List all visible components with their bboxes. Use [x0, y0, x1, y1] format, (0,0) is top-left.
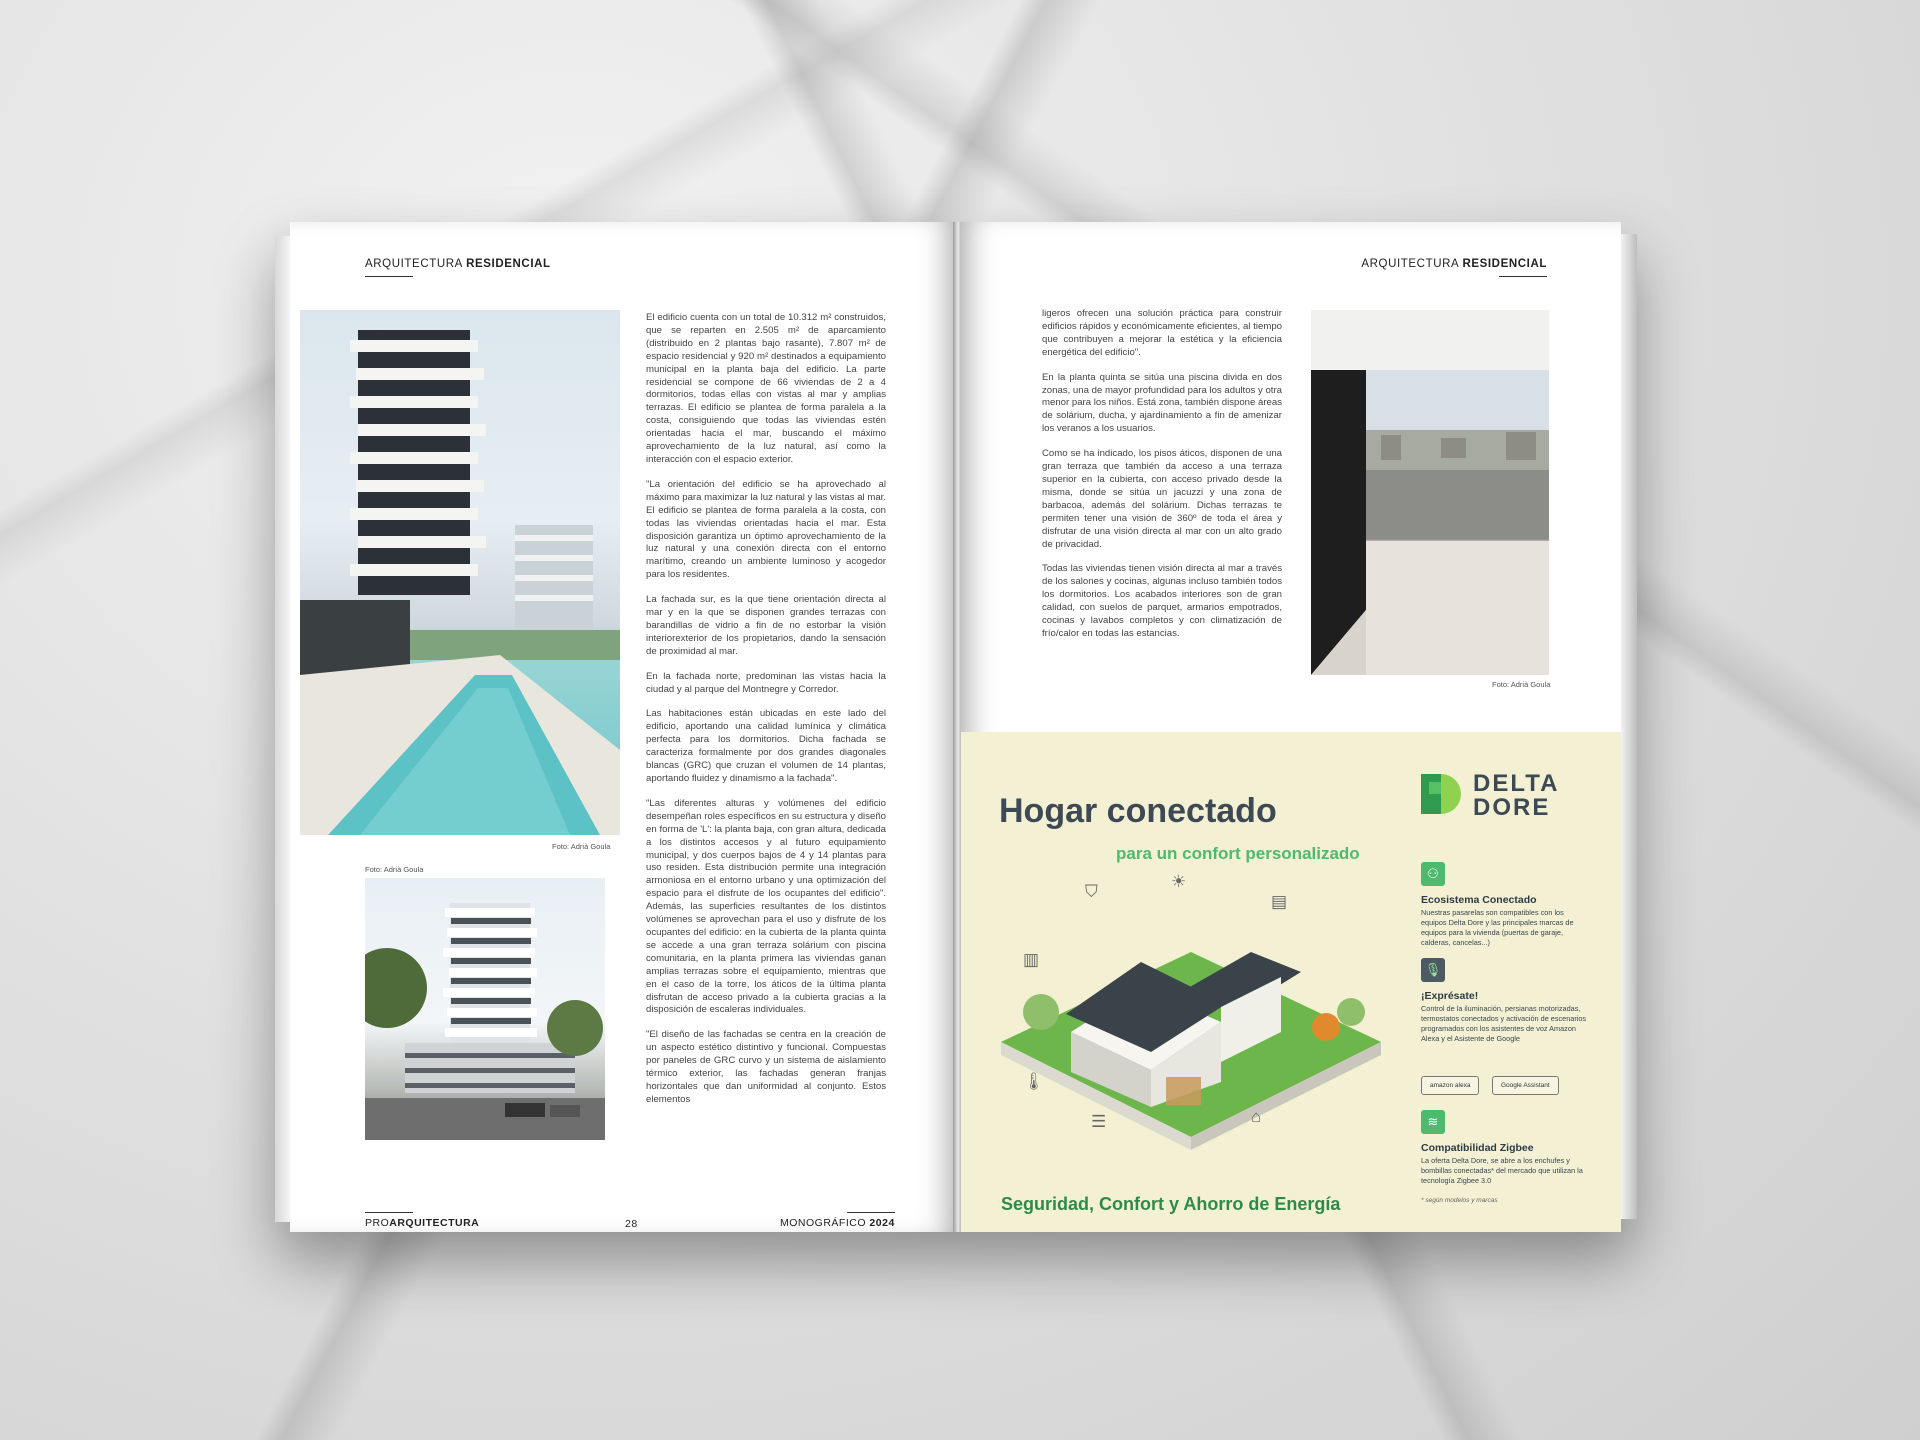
- heater-icon: ☰: [1091, 1112, 1107, 1131]
- brand-line: DORE: [1473, 794, 1551, 821]
- microphone-icon: 🎙: [1421, 958, 1445, 982]
- page-stack-left: [275, 236, 290, 1222]
- running-head-rule: [365, 276, 413, 277]
- feature-description: Control de la iluminación, persianas motorizadas, termostatos conectados y activación de escenarios programados con los asistentes de voz Amazon Alexa y el Asistente de Google: [1421, 1004, 1587, 1043]
- right-page: [961, 222, 1621, 1232]
- paragraph: La fachada sur, es la que tiene orientación directa al mar y en la que se disponen grandes terrazas con barandillas de vidrio a fin de no estorbar la visión interiorexterior de los propietarios, dando la sensación de proximidad al mar.: [646, 594, 886, 657]
- paragraph: Como se ha indicado, los pisos áticos, disponen de una gran terraza que también da acceso a una terraza superior en la cubierta, con acceso privado desde la misma, donde se sitúa un jacuzzi y una zona de barbacoa, además del solárium. Dichas terrazas te permiten tener una visión de 360º de toda el área y disfrutar de una visión directa al mar con un alto grado de privacidad.: [1042, 448, 1282, 550]
- brand-name: ARQUITECTURA: [389, 1217, 480, 1229]
- tower-pool-illustration: [300, 310, 620, 835]
- running-head-prefix: ARQUITECTURA: [1361, 258, 1463, 270]
- footer-rule: [365, 1212, 413, 1213]
- paragraph: Todas las viviendas tienen visión directa al mar a través de los salones y cocinas, algunas incluso también todos los dormitorios. Los acabados interiores son de gran calidad, con suelos de parquet, armarios empotrados, cocinas y lavabos completos y con climatización de frío/calor en todas las estancias.: [1042, 563, 1282, 639]
- running-head: [1361, 258, 1547, 277]
- paragraph: En la fachada norte, predominan las vistas hacia la ciudad y al parque del Montnegre y Corredor.: [646, 670, 886, 695]
- running-head-section: RESIDENCIAL: [1462, 258, 1547, 270]
- chart-icon: ▥: [1023, 950, 1040, 969]
- footer-issue: [780, 1212, 895, 1229]
- network-icon: ⚇: [1421, 862, 1445, 886]
- paragraph: El edificio cuenta con un total de 10.312 m² construidos, que se reparten en 2.505 m² de aparcamiento (distribuido en 2 plantas bajo rasante), 7.807 m² de espacio residencial y 920 m² destinados a equipamiento municipal en la planta baja del edificio. La parte residencial se compone de 66 viviendas de 2 a 4 dormitorios, todas ellas con vistas al mar y amplias terrazas. El edificio se plantea de forma paralela a la costa, consiguiendo que todas las viviendas estén orientadas hacia el mar, buscando el máximo aprovechamiento de la luz natural, así como la interacción con el espacio exterior.: [646, 312, 886, 465]
- photo-tower-street: [365, 878, 605, 1140]
- paragraph: En la planta quinta se sitúa una piscina divida en dos zonas, una de mayor profundidad para los adultos y otra menor para los niños. Está zona, también dispone áreas de solárium, ducha, y ajardinamiento a fin de amenizar los veranos a los usuarios.: [1042, 371, 1282, 435]
- running-head-prefix: ARQUITECTURA: [365, 258, 467, 270]
- running-head-section: RESIDENCIAL: [466, 258, 551, 270]
- ad-tagline: Seguridad, Confort y Ahorro de Energía: [1001, 1194, 1341, 1214]
- delta-dore-logo-icon: [1421, 774, 1461, 814]
- feature-title: ¡Exprésate!: [1421, 990, 1479, 1002]
- paragraph: Las habitaciones están ubicadas en este lado del edificio, aportando una calidad lumínica y climática perfecta para los dormitorios. Dicha fachada se caracteriza formalmente por dos grandes diagonales blancas (GRC) que cruzan el volumen de 14 plantas, aportando fluidez y dinamismo a la fachada".: [646, 708, 886, 784]
- page-number: 28: [625, 1218, 638, 1230]
- photo-terrace: [1311, 310, 1549, 675]
- voice-assistant-badges: [1421, 1074, 1567, 1095]
- zigbee-icon: ≋: [1421, 1110, 1445, 1134]
- feature-title: Ecosistema Conectado: [1421, 894, 1537, 906]
- photo-credit: Foto: Adrià Goula: [552, 842, 611, 851]
- feature-ecosystem: [1421, 862, 1591, 948]
- tower-street-illustration: [365, 878, 605, 1140]
- amazon-alexa-badge: amazon alexa: [1421, 1076, 1479, 1095]
- paragraph: "La orientación del edificio se ha aprovechado al máximo para maximizar la luz natural y las vistas al mar. El edificio se plantea de forma paralela a la costa, con todas las viviendas orientadas hacia el mar. Esta disposición garantiza un óptimo aprovechamiento de la luz natural y una conexión directa con el entorno marítimo, creando un ambiente luminoso y acogedor para los residentes.: [646, 478, 886, 581]
- ad-title: Hogar conectado: [999, 792, 1277, 830]
- brand-line: DELTA: [1473, 770, 1560, 797]
- feature-title: Compatibilidad Zigbee: [1421, 1142, 1534, 1154]
- paragraph: "Las diferentes alturas y volúmenes del edificio desempeñan roles específicos en su estructura y diseño en forma de 'L': la planta baja, con gran altura, dedicada a los distintos accesos y al futuro equipamiento municipal, y dos cuerpos bajos de 4 y 14 plantas para uso residen. Esta distribución permite una integración armoniosa en el entorno urbano y una optimización del espacio para el disfrute de los ocupantes del edificio". Además, las superficies resultantes de los distintos volúmenes se aprovechan para el uso y disfrute de los ocupantes del edificio: en la cubierta de la planta quinta se accede a una gran terraza solárium con piscina comunitaria, en la planta primera las viviendas ganan amplias terrazas sobre el equipamiento, mientras que en el caso de la torre, los áticos de la última planta disfrutan de acceso privado a la cubierta gracias a la disposición de escaleras individuales.: [646, 797, 886, 1016]
- blind-icon: ▤: [1271, 892, 1288, 911]
- photo-credit: Foto: Adrià Goula: [365, 865, 424, 874]
- paragraph: ligeros ofrecen una solución práctica para construir edificios rápidos y económicamente eficientes, al tiempo que contribuyen a mejorar la estética y la eficiencia energética del edificio".: [1042, 308, 1282, 358]
- delta-dore-logo-text: [1473, 772, 1559, 820]
- feature-description: Nuestras pasarelas son compatibles con los equipos Delta Dore y las principales marcas de equipos para la vivienda (puertas de garaje, calderas, cancelas...): [1421, 908, 1574, 947]
- article-column-left: [646, 312, 886, 1119]
- gate-icon: ⌂: [1251, 1107, 1262, 1126]
- lightbulb-icon: ☀: [1171, 872, 1187, 891]
- brand-prefix: PRO: [365, 1217, 390, 1229]
- issue-year: 2024: [869, 1217, 895, 1229]
- issue-label: MONOGRÁFICO: [780, 1217, 870, 1229]
- left-page: [290, 222, 955, 1232]
- ad-footnote: * según modelos y marcas: [1421, 1197, 1498, 1204]
- feature-description: La oferta Delta Dore, se abre a los enchufes y bombillas conectadas* del mercado que utilizan la tecnología Zigbee 3.0: [1421, 1156, 1583, 1185]
- photo-credit: Foto: Adrià Goula: [1492, 680, 1551, 689]
- footer-brand: [365, 1212, 479, 1229]
- footer-rule: [847, 1212, 895, 1213]
- shield-icon: ⛉: [1085, 882, 1098, 901]
- ad-subtitle: para un confort personalizado: [1116, 844, 1360, 863]
- open-magazine: [275, 222, 1640, 1232]
- page-stack-right: [1621, 234, 1637, 1219]
- smart-house-illustration: [981, 892, 1401, 1152]
- feature-voice: [1421, 958, 1591, 1044]
- running-head-rule: [1499, 276, 1547, 277]
- feature-zigbee: [1421, 1110, 1591, 1186]
- delta-dore-advertisement: [961, 732, 1621, 1232]
- article-column-right: [1042, 308, 1282, 653]
- paragraph: "El diseño de las fachadas se centra en la creación de un aspecto estético distintivo y funcional. Compuestas por paneles de GRC curvo y un sistema de aislamiento térmico exterior, las fachadas generan franjas horizontales que dan uniformidad al conjunto. Estos elementos: [646, 1029, 886, 1105]
- google-assistant-badge: Google Assistant: [1492, 1076, 1559, 1095]
- thermometer-icon: 🌡: [1023, 1072, 1045, 1091]
- terrace-illustration: [1311, 310, 1549, 675]
- running-head: [365, 258, 551, 277]
- photo-tower-pool: [300, 310, 620, 835]
